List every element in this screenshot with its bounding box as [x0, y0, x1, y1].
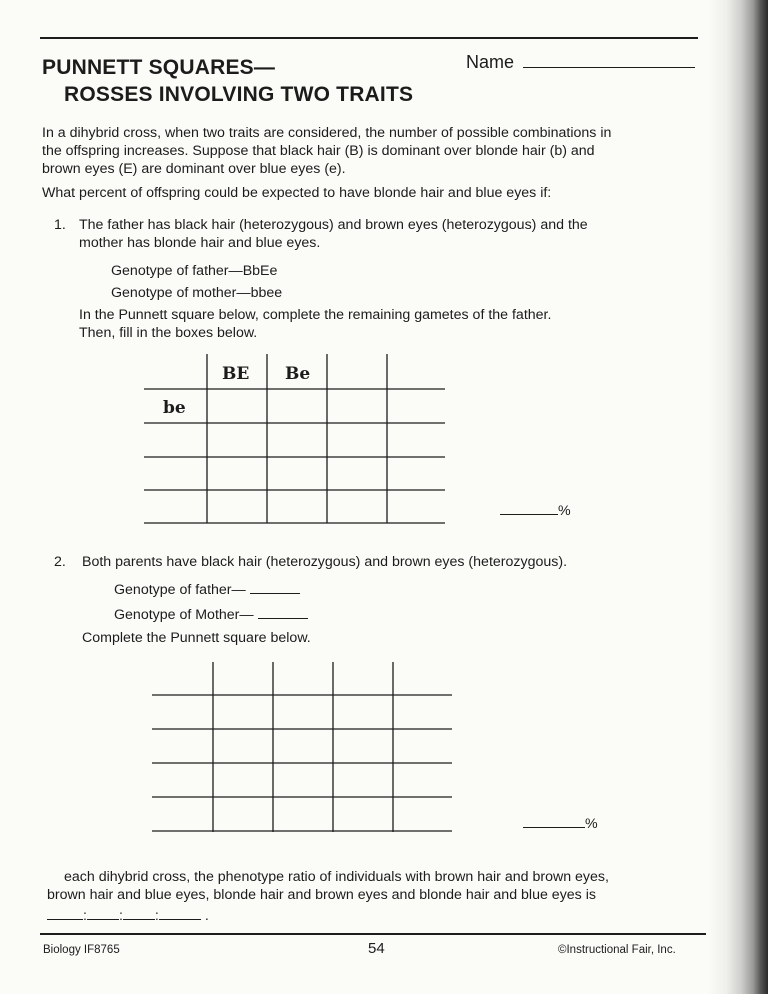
- ratio-sep-2: :: [118, 908, 123, 924]
- q2-percent-answer: [523, 815, 598, 833]
- ratio-sep-1: :: [83, 908, 87, 924]
- q2-percent-blank[interactable]: [523, 827, 585, 828]
- q2-mother-label: Genotype of Mother—: [114, 607, 254, 623]
- q1-number: 1.: [54, 217, 66, 233]
- q1-line-1: The father has black hair (heterozygous) and brown eyes (heterozygous) and the: [79, 217, 588, 233]
- q1-row-header-1: be: [163, 398, 186, 418]
- name-label: Name: [466, 52, 515, 72]
- ratio-blank-2[interactable]: [87, 919, 119, 920]
- title-line-2: ROSSES INVOLVING TWO TRAITS: [64, 83, 414, 106]
- q1-line-2: mother has blonde hair and blue eyes.: [79, 235, 321, 251]
- intro-line-1: In a dihybrid cross, when two traits are considered, the number of possible combinations in: [42, 125, 612, 141]
- q1-father-genotype: Genotype of father—BbEe: [111, 263, 278, 279]
- closing-paragraph: [47, 868, 707, 904]
- ratio-answer: [47, 907, 209, 925]
- main-question: What percent of offspring could be expected to have blonde hair and blue eyes if:: [42, 185, 552, 201]
- ratio-period: .: [204, 908, 209, 924]
- footer-left: Biology IF8765: [43, 944, 120, 956]
- page-number: 54: [368, 940, 385, 957]
- q1-instr-line-1: In the Punnett square below, complete the remaining gametes of the father.: [79, 307, 552, 323]
- q1-col-header-2: Be: [285, 364, 311, 384]
- q2-percent-symbol: %: [585, 816, 598, 832]
- ratio-sep-3: :: [154, 908, 159, 924]
- q1-mother-genotype: Genotype of mother—bbee: [111, 285, 283, 301]
- ratio-blank-1[interactable]: [47, 919, 83, 920]
- q2-line-1: Both parents have black hair (heterozygous) and brown eyes (heterozygous).: [82, 554, 568, 570]
- closing-line-1: each dihybrid cross, the phenotype ratio of individuals with brown hair and brown eyes,: [64, 869, 609, 885]
- q1-instr-line-2: Then, fill in the boxes below.: [79, 325, 258, 341]
- intro-line-3: brown eyes (E) are dominant over blue eyes (e).: [42, 161, 346, 177]
- ratio-blank-3[interactable]: [123, 919, 155, 920]
- q1-percent-symbol: %: [558, 503, 571, 519]
- q2-instructions: Complete the Punnett square below.: [82, 630, 311, 646]
- intro-line-2: the offspring increases. Suppose that black hair (B) is dominant over blonde hair (b) and: [42, 143, 595, 159]
- q2-number: 2.: [54, 554, 66, 570]
- q1-col-header-1: BE: [222, 364, 250, 384]
- closing-line-2: brown hair and blue eyes, blonde hair and brown eyes and blonde hair and blue eyes is: [47, 887, 596, 903]
- title-line-1: PUNNETT SQUARES—: [42, 56, 276, 79]
- ratio-blank-4[interactable]: [159, 919, 201, 920]
- bottom-rule: [40, 933, 706, 935]
- q2-father-label: Genotype of father—: [114, 582, 246, 598]
- footer-right: ©Instructional Fair, Inc.: [558, 944, 676, 956]
